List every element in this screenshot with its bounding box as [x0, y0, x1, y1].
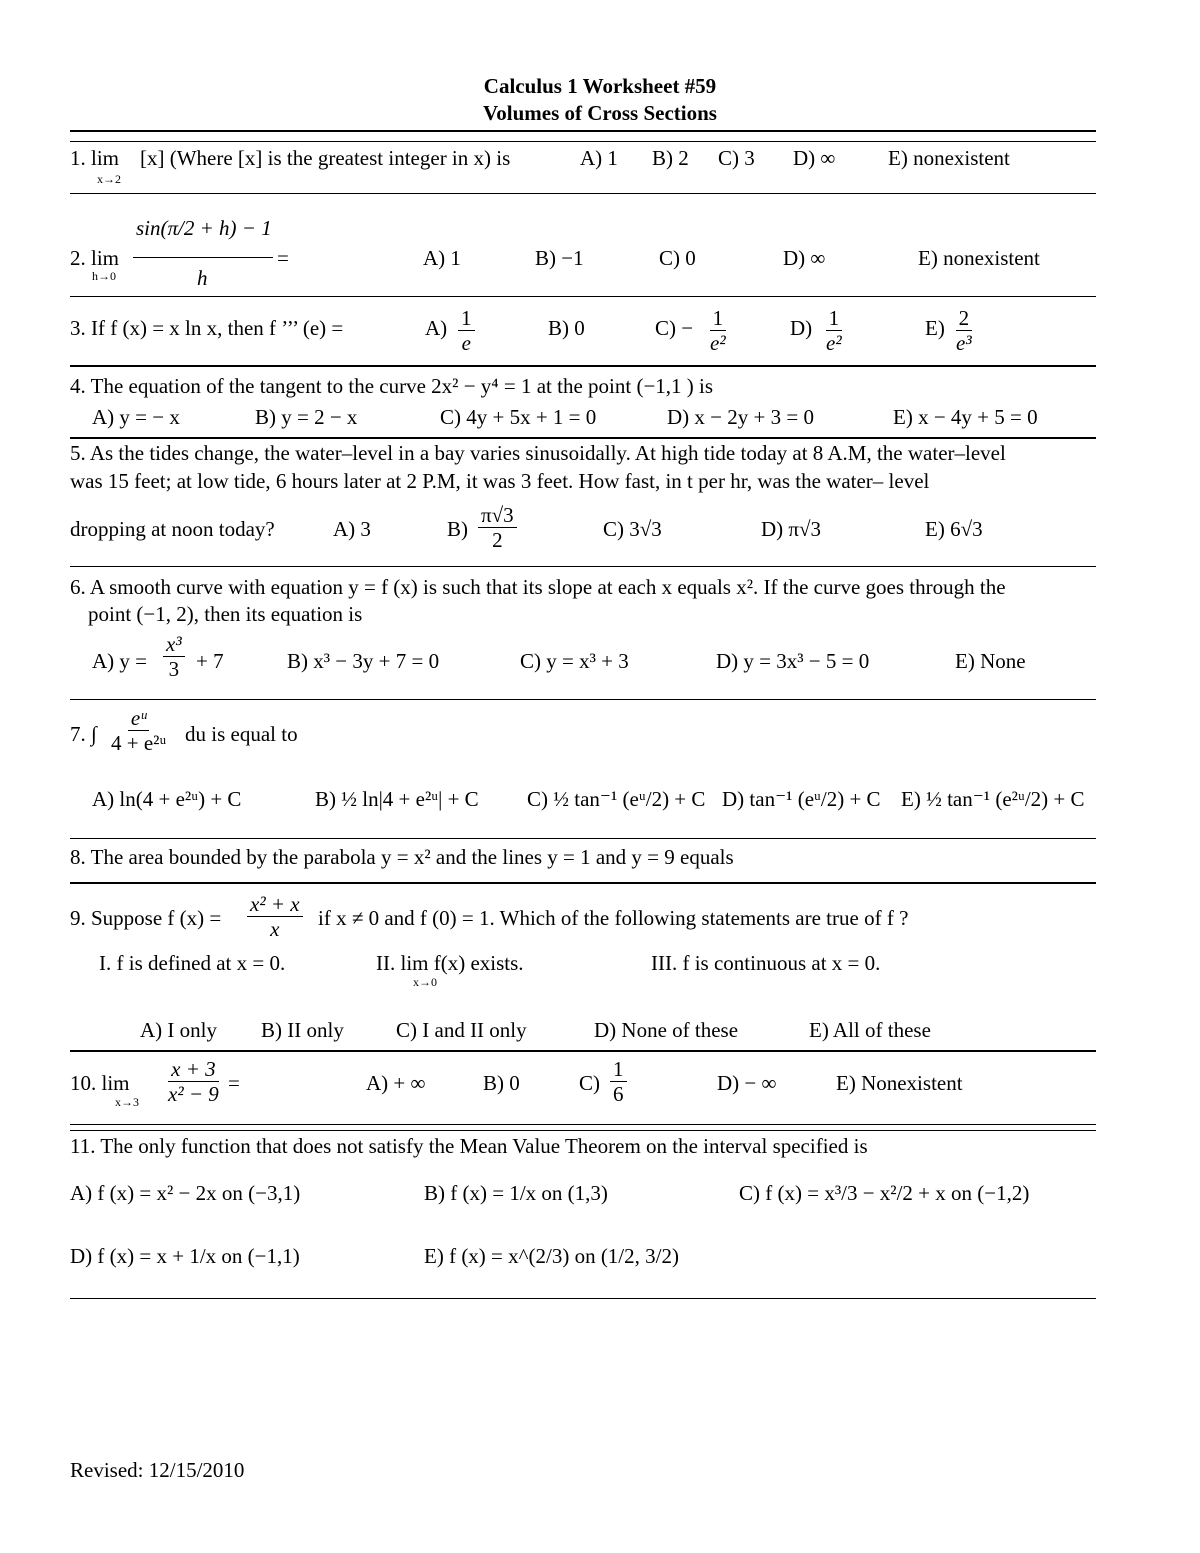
q7-choice-a: A) ln(4 + e²ᵘ) + C — [92, 787, 242, 811]
divider — [70, 882, 1096, 884]
q7-choice-d: D) tan⁻¹ (eᵘ/2) + C — [722, 787, 881, 811]
q6-choice-e: E) None — [955, 649, 1026, 673]
q5-b-num: π√3 — [478, 503, 517, 528]
q4-choice-a: A) y = − x — [92, 405, 180, 429]
q3-choice-d-label: D) — [790, 316, 813, 340]
q10-den: x² − 9 — [168, 1082, 219, 1107]
q1-expression: [x] (Where [x] is the greatest integer in x) is — [140, 146, 511, 170]
q3-c-den: e² — [710, 331, 726, 356]
q9-choice-e: E) All of these — [809, 1018, 931, 1042]
q10-choice-c-label: C) — [579, 1071, 600, 1095]
q2-denominator: h — [197, 266, 208, 290]
q10-prefix: 10. lim — [70, 1071, 130, 1095]
q3-choice-c-label: C) − — [655, 316, 694, 340]
q3-choice-a-fraction — [458, 306, 475, 355]
q9-statement-2: II. lim f(x) exists. — [376, 951, 524, 975]
q2-choice-a: A) 1 — [423, 246, 461, 270]
divider — [70, 437, 1096, 439]
q5-b-den: 2 — [492, 528, 503, 553]
q7-choice-e: E) ½ tan⁻¹ (e²ᵘ/2) + C — [901, 787, 1085, 811]
q7-integrand-fraction — [108, 706, 169, 755]
q10-choice-d: D) − ∞ — [717, 1071, 777, 1095]
q1-prefix: 1. lim — [70, 146, 120, 170]
divider — [70, 1050, 1096, 1052]
q9-statement-3: III. f is continuous at x = 0. — [651, 951, 881, 975]
q11-choice-c: C) f (x) = x³/3 − x²/2 + x on (−1,2) — [739, 1181, 1030, 1205]
q6-choice-a-tail: + 7 — [196, 649, 224, 673]
q4-choice-d: D) x − 2y + 3 = 0 — [667, 405, 814, 429]
q6-choice-a-fraction — [163, 632, 185, 681]
revised-date: Revised: 12/15/2010 — [70, 1458, 245, 1482]
q2-choice-d: D) ∞ — [783, 246, 826, 270]
q2-numerator: sin(π/2 + h) − 1 — [136, 216, 272, 240]
worksheet-title: Calculus 1 Worksheet #59 — [483, 74, 717, 98]
q9-tail: if x ≠ 0 and f (0) = 1. Which of the following statements are true of f ? — [318, 906, 909, 930]
q11-choice-a: A) f (x) = x² − 2x on (−3,1) — [70, 1181, 301, 1205]
q2-fraction-bar — [133, 257, 273, 258]
q9-prefix: 9. Suppose f (x) = — [70, 906, 222, 930]
q3-choice-a-label: A) — [425, 316, 448, 340]
divider — [70, 838, 1096, 839]
divider — [70, 1130, 1096, 1131]
q1-choice-b: B) 2 — [652, 146, 689, 170]
worksheet-subtitle: Volumes of Cross Sections — [483, 101, 717, 125]
q2-choice-e: E) nonexistent — [918, 246, 1040, 270]
q10-choice-e: E) Nonexistent — [836, 1071, 963, 1095]
q3-a-den: e — [461, 331, 471, 356]
q5-choice-c: C) 3√3 — [603, 517, 662, 541]
q10-choice-c-fraction — [610, 1057, 627, 1106]
q10-num: x + 3 — [168, 1057, 219, 1082]
q4-choice-c: C) 4y + 5x + 1 = 0 — [440, 405, 597, 429]
q10-fraction — [165, 1057, 222, 1106]
q4-choice-e: E) x − 4y + 5 = 0 — [893, 405, 1038, 429]
q10-choice-a: A) + ∞ — [366, 1071, 426, 1095]
q3-choice-c-fraction — [707, 306, 729, 355]
q1-choice-c: C) 3 — [718, 146, 755, 170]
q9-limit-sub: x→0 — [413, 975, 437, 989]
divider — [70, 1298, 1096, 1299]
q5-choice-b-fraction — [478, 503, 517, 552]
q1-choice-a: A) 1 — [580, 146, 618, 170]
q6-line-1: 6. A smooth curve with equation y = f (x) is such that its slope at each x equals x². If the curve goes through the — [70, 575, 1006, 599]
divider — [70, 193, 1096, 194]
q5-line-2: was 15 feet; at low tide, 6 hours later at 2 P.M, it was 3 feet. How fast, in t per hr, was the water– level — [70, 469, 930, 493]
q7-prefix: 7. ∫ — [70, 722, 97, 746]
divider — [70, 296, 1096, 297]
q3-d-den: e² — [826, 331, 842, 356]
q10-c-den: 6 — [613, 1082, 624, 1107]
divider — [70, 566, 1096, 567]
q3-e-den: e³ — [956, 331, 972, 356]
q1-choice-d: D) ∞ — [793, 146, 836, 170]
q1-limit-sub: x→2 — [97, 172, 121, 186]
q5-line-1: 5. As the tides change, the water–level in a bay varies sinusoidally. At high tide today at 8 A.M, the water–level — [70, 441, 1006, 465]
q11-text: 11. The only function that does not satisfy the Mean Value Theorem on the interval specified is — [70, 1134, 868, 1158]
divider — [70, 1124, 1096, 1125]
q6-choice-b: B) x³ − 3y + 7 = 0 — [287, 649, 440, 673]
divider — [70, 699, 1096, 700]
q3-e-num: 2 — [956, 306, 973, 331]
q2-choice-b: B) −1 — [535, 246, 584, 270]
divider — [70, 130, 1096, 132]
q3-choice-e-label: E) — [925, 316, 945, 340]
q10-choice-b: B) 0 — [483, 1071, 520, 1095]
q10-limit-sub: x→3 — [115, 1095, 139, 1109]
q2-prefix: 2. lim — [70, 246, 120, 270]
q9-statement-1: I. f is defined at x = 0. — [99, 951, 286, 975]
q11-choice-d: D) f (x) = x + 1/x on (−1,1) — [70, 1244, 300, 1268]
q9-den: x — [270, 917, 280, 942]
q9-choice-c: C) I and II only — [396, 1018, 527, 1042]
q2-limit-sub: h→0 — [92, 269, 116, 283]
q5-line-3: dropping at noon today? — [70, 517, 275, 541]
q8-text: 8. The area bounded by the parabola y = x² and the lines y = 1 and y = 9 equals — [70, 845, 734, 869]
q9-choice-d: D) None of these — [594, 1018, 739, 1042]
q9-num: x² + x — [247, 892, 303, 917]
q5-choice-b-label: B) — [447, 517, 468, 541]
q2-choice-c: C) 0 — [659, 246, 696, 270]
q3-choice-e-fraction — [953, 306, 975, 355]
q6-choice-a-label: A) y = — [92, 649, 148, 673]
q5-choice-d: D) π√3 — [761, 517, 822, 541]
q3-d-num: 1 — [826, 306, 843, 331]
q1-choice-e: E) nonexistent — [888, 146, 1010, 170]
q7-num: eᵘ — [128, 706, 149, 731]
q6-choice-c: C) y = x³ + 3 — [520, 649, 629, 673]
q7-tail: du is equal to — [185, 722, 298, 746]
q6-a-den: 3 — [168, 657, 180, 682]
q6-line-2: point (−1, 2), then its equation is — [88, 602, 363, 626]
q3-choice-d-fraction — [823, 306, 845, 355]
q6-choice-d: D) y = 3x³ − 5 = 0 — [716, 649, 870, 673]
q5-choice-a: A) 3 — [333, 517, 371, 541]
q10-equals: = — [228, 1071, 240, 1095]
q11-choice-b: B) f (x) = 1/x on (1,3) — [424, 1181, 608, 1205]
q9-choice-b: B) II only — [261, 1018, 344, 1042]
q3-a-num: 1 — [458, 306, 475, 331]
q6-a-num: x³ — [163, 632, 185, 657]
divider — [70, 365, 1096, 367]
q4-choice-b: B) y = 2 − x — [255, 405, 358, 429]
divider — [70, 141, 1096, 142]
q10-c-num: 1 — [610, 1057, 627, 1082]
q9-choice-a: A) I only — [140, 1018, 217, 1042]
q3-choice-b: B) 0 — [548, 316, 585, 340]
q3-text: 3. If f (x) = x ln x, then f ’’’ (e) = — [70, 316, 344, 340]
q7-choice-b: B) ½ ln|4 + e²ᵘ| + C — [315, 787, 479, 811]
q11-choice-e: E) f (x) = x^(2/3) on (1/2, 3/2) — [424, 1244, 679, 1268]
q7-den: 4 + e²ᵘ — [111, 731, 167, 756]
q4-text: 4. The equation of the tangent to the curve 2x² − y⁴ = 1 at the point (−1,1 ) is — [70, 374, 714, 398]
q9-fraction — [247, 892, 303, 941]
q5-choice-e: E) 6√3 — [925, 517, 983, 541]
q7-choice-c: C) ½ tan⁻¹ (eᵘ/2) + C — [527, 787, 706, 811]
q2-equals: = — [277, 246, 289, 270]
q3-c-num: 1 — [710, 306, 727, 331]
